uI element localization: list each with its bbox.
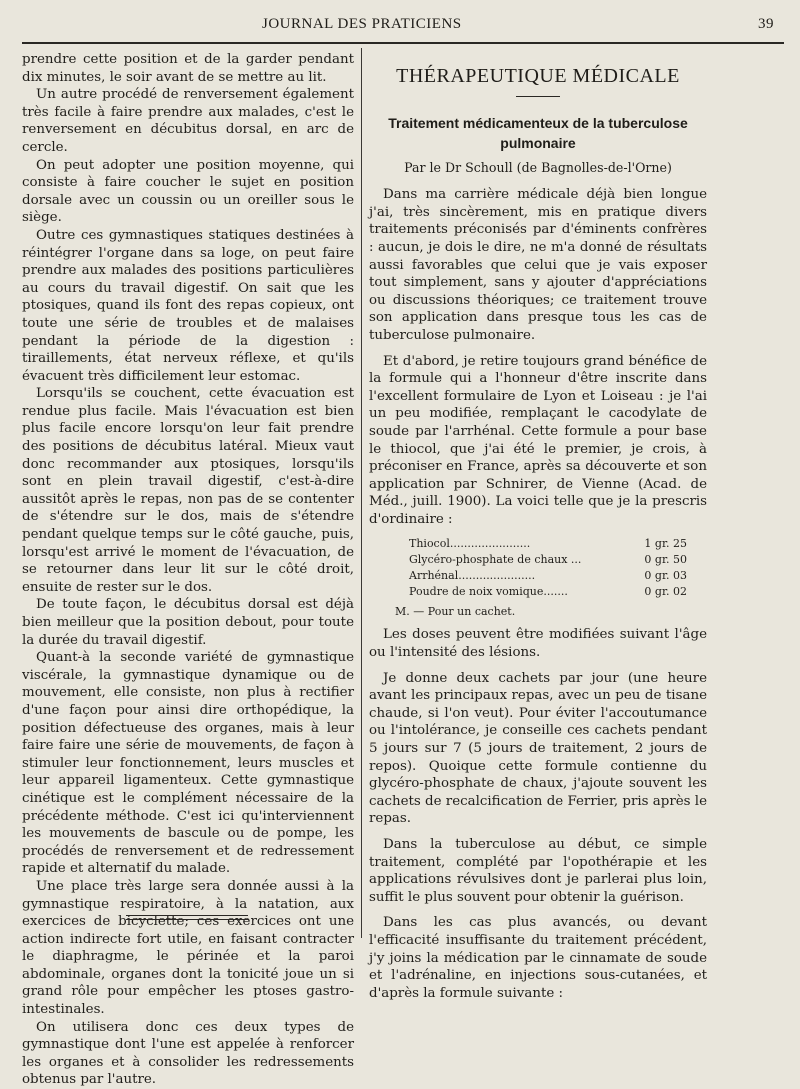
paragraph: Une place très large sera donnée aussi à la gymnastique respiratoire, à la natation, aux exercices de bicyclette; ces exercices ont une action indirecte fort utile, en faisant contracter le diaphragme, le périnée et la paroi abdominale, organes dont la tonicité joue un si grand rôle pour empêcher les ptoses gastro-intestinales.: [22, 878, 354, 1018]
formula-row: [409, 568, 687, 584]
paragraph: Lorsqu'ils se couchent, cette évacuation est rendue plus facile. Mais l'évacuation est bien plus facile encore lorsqu'on leur fait prendre des positions de décubitus latéral. Mieux vaut donc recommander aux ptosiques, lorsqu'ils sont en plein travail digestif, c'est-à-dire aussitôt après le repas, non pas de se contenter de s'étendre sur le dos, mais de s'étendre pendant quelque temps sur le côté gauche, puis, lorsqu'est arrivé le moment de l'évacuation, de se retourner dans leur lit sur le côté droit, ensuite de rester sur le dos.: [22, 386, 354, 595]
paragraph: Outre ces gymnastiques statiques destinées à réintégrer l'organe dans sa loge, on peut faire prendre aux malades des positions particulières au cours du travail digestif. On sait que les ptosiques, quand ils font des repas copieux, ont toute une série de troubles et de malaises pendant la période de la digestion : tiraillements, état nerveux réflexe, et qu'ils évacuent très difficilement leur estomac.: [22, 227, 354, 384]
running-header: [22, 14, 784, 36]
paragraph: Dans ma carrière médicale déjà bien longue j'ai, très sincèrement, mis en pratique divers traitements préconisés par d'éminents confrères : aucun, je dois le dire, ne m'a donné de résultats aussi favorables que celui que je vais exposer tout simplement, sans y ajouter d'appréciations ou discussions théoriques; ce traitement trouve son application dans presque tous les cas de tuberculose pulmonaire.: [369, 187, 707, 343]
paragraph: prendre cette position et de la garder pendant dix minutes, le soir avant de se mettre au lit.: [22, 52, 354, 85]
ingredient-dose: 0 gr. 50: [644, 553, 687, 567]
right-column: [369, 56, 707, 1002]
paragraph: Et d'abord, je retire toujours grand bénéfice de la formule qui a l'honneur d'être inscrite dans l'excellent formulaire de Lyon et Loiseau : je l'ai un peu modifiée, remplaçant le cacodylate de soude par l'arrhénal. Cette formule a pour base le thiocol, que j'ai été le premier, je crois, à préconiser en France, après sa découverte et son application par Schnirer, de Vienne (Acad. de Méd., juill. 1900). La voici telle que je la prescris d'ordinaire :: [369, 353, 707, 527]
ingredient-dose: 0 gr. 02: [644, 585, 687, 599]
formula-note: M. — Pour un cachet.: [395, 605, 516, 619]
paragraph: Dans la tuberculose au début, ce simple traitement, complété par l'opothérapie et les applications révulsives dont je parlerai plus loin, suffit le plus souvent pour obtenir la guérison.: [369, 837, 707, 905]
page-number: 39: [758, 16, 774, 32]
section-title: THÉRAPEUTIQUE MÉDICALE: [396, 65, 680, 87]
paragraph: De toute façon, le décubitus dorsal est déjà bien meilleur que la position debout, pour toute la durée du travail digestif.: [22, 597, 354, 648]
article-end-rule: [126, 915, 248, 920]
formula-row: [409, 552, 687, 568]
paragraph: On peut adopter une position moyenne, qui consiste à faire coucher le sujet en position dorsale avec un coussin ou un oreiller sous le siège.: [22, 157, 354, 226]
article-title: Traitement médicamenteux de la tuberculose pulmonaire: [388, 114, 688, 151]
formula-row: [409, 584, 687, 600]
ingredient-name: Glycéro-phosphate de chaux ...: [409, 553, 582, 567]
ingredient-name: Poudre de noix vomique.......: [409, 585, 568, 599]
formula-row: [409, 536, 687, 552]
prescription-formula: [395, 536, 707, 620]
journal-title: JOURNAL DES PRATICIENS: [262, 16, 462, 32]
ingredient-name: Thiocol.......................: [409, 537, 531, 551]
paragraph: Dans les cas plus avancés, ou devant l'efficacité insuffisante du traitement précédent, j'y joins la médication par le cinnamate de soude et l'adrénaline, en injections sous-cutanées, et d'après la formule suivante :: [369, 915, 707, 1001]
paragraph: Un autre procédé de renversement également très facile à faire prendre aux malades, c'est le renversement en décubitus dorsal, en arc de cercle.: [22, 87, 354, 155]
column-divider: [361, 48, 362, 938]
article-byline: Par le Dr Schoull (de Bagnolles-de-l'Orne): [404, 159, 672, 175]
paragraph: Les doses peuvent être modifiées suivant l'âge ou l'intensité des lésions.: [369, 627, 707, 661]
paragraph: On utilisera donc ces deux types de gymnastique dont l'une est appelée à renforcer les organes et à consolider les redressements obtenus par l'autre.: [22, 1019, 354, 1088]
header-rule: [22, 42, 784, 44]
section-rule: [516, 96, 560, 97]
paragraph: Quant-à la seconde variété de gymnastique viscérale, la gymnastique dynamique ou de mouvement, elle consiste, non plus à rectifier d'une façon pour ainsi dire orthopédique, la position défectueuse des organes, mais à leur faire faire une série de mouvements, de façon à stimuler leur fonctionnement, leurs muscles et leur appareil ligamenteux. Cette gymnastique cinétique est le complément nécessaire de la précédente méthode. C'est ici qu'interviennent les mouvements de bascule ou de pompe, les procédés de renversement et de redressement rapide et alternatif du malade.: [22, 650, 354, 877]
left-column: [22, 51, 354, 1089]
ingredient-dose: 1 gr. 25: [644, 537, 687, 551]
ingredient-dose: 0 gr. 03: [644, 569, 687, 583]
ingredient-name: Arrhénal......................: [409, 569, 536, 583]
paragraph: Je donne deux cachets par jour (une heure avant les principaux repas, avec un peu de tisane chaude, si l'on veut). Pour éviter l'accoutumance ou l'intolérance, je conseille ces cachets pendant 5 jours sur 7 (5 jours de traitement, 2 jours de repos). Quoique cette formule contienne du glycéro-phosphate de chaux, j'ajoute souvent les cachets de recalcification de Ferrier, pris après le repas.: [369, 670, 707, 827]
